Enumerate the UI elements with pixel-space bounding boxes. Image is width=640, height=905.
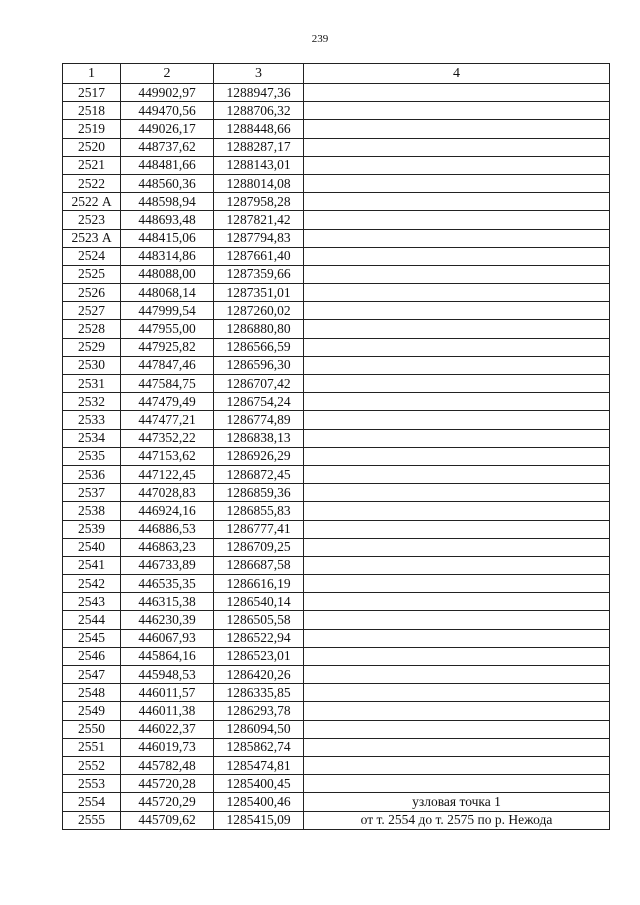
column-header-1: 1 (63, 64, 121, 84)
point-number-cell: 2533 (63, 411, 121, 429)
point-number-cell: 2550 (63, 720, 121, 738)
table-row (63, 811, 610, 829)
table-row (63, 520, 610, 538)
point-number-cell: 2522 А (63, 193, 121, 211)
table-row (63, 356, 610, 374)
point-number-cell: 2554 (63, 793, 121, 811)
point-number-cell: 2537 (63, 484, 121, 502)
table-row (63, 575, 610, 593)
y-coordinate-cell: 1286335,85 (214, 684, 304, 702)
point-number-cell: 2534 (63, 429, 121, 447)
point-number-cell: 2540 (63, 538, 121, 556)
x-coordinate-cell: 446011,57 (121, 684, 214, 702)
point-number-cell: 2523 А (63, 229, 121, 247)
point-number-cell: 2547 (63, 666, 121, 684)
y-coordinate-cell: 1286616,19 (214, 575, 304, 593)
y-coordinate-cell: 1288706,32 (214, 102, 304, 120)
description-cell: от т. 2554 до т. 2575 по р. Нежода (304, 811, 610, 829)
x-coordinate-cell: 445864,16 (121, 647, 214, 665)
table-row (63, 411, 610, 429)
x-coordinate-cell: 447584,75 (121, 375, 214, 393)
y-coordinate-cell: 1288014,08 (214, 174, 304, 192)
description-cell (304, 193, 610, 211)
table-row (63, 120, 610, 138)
x-coordinate-cell: 447847,46 (121, 356, 214, 374)
x-coordinate-cell: 446011,38 (121, 702, 214, 720)
point-number-cell: 2524 (63, 247, 121, 265)
y-coordinate-cell: 1286774,89 (214, 411, 304, 429)
description-cell (304, 284, 610, 302)
x-coordinate-cell: 445782,48 (121, 756, 214, 774)
y-coordinate-cell: 1286880,80 (214, 320, 304, 338)
description-cell (304, 411, 610, 429)
y-coordinate-cell: 1288947,36 (214, 84, 304, 102)
table-row (63, 738, 610, 756)
x-coordinate-cell: 447477,21 (121, 411, 214, 429)
table-row (63, 720, 610, 738)
y-coordinate-cell: 1287958,28 (214, 193, 304, 211)
y-coordinate-cell: 1286777,41 (214, 520, 304, 538)
description-cell (304, 120, 610, 138)
description-cell (304, 756, 610, 774)
description-cell (304, 393, 610, 411)
table-row (63, 775, 610, 793)
x-coordinate-cell: 447479,49 (121, 393, 214, 411)
y-coordinate-cell: 1286566,59 (214, 338, 304, 356)
y-coordinate-cell: 1285474,81 (214, 756, 304, 774)
description-cell (304, 338, 610, 356)
point-number-cell: 2526 (63, 284, 121, 302)
x-coordinate-cell: 447925,82 (121, 338, 214, 356)
y-coordinate-cell: 1286522,94 (214, 629, 304, 647)
description-cell (304, 138, 610, 156)
point-number-cell: 2520 (63, 138, 121, 156)
description-cell (304, 702, 610, 720)
description-cell (304, 775, 610, 793)
column-header-2: 2 (121, 64, 214, 84)
table-row (63, 611, 610, 629)
description-cell (304, 575, 610, 593)
x-coordinate-cell: 448088,00 (121, 265, 214, 283)
point-number-cell: 2541 (63, 556, 121, 574)
table-row (63, 247, 610, 265)
description-cell (304, 429, 610, 447)
table-row (63, 393, 610, 411)
point-number-cell: 2527 (63, 302, 121, 320)
table-row (63, 538, 610, 556)
point-number-cell: 2519 (63, 120, 121, 138)
y-coordinate-cell: 1286596,30 (214, 356, 304, 374)
point-number-cell: 2555 (63, 811, 121, 829)
description-cell (304, 84, 610, 102)
x-coordinate-cell: 447122,45 (121, 465, 214, 483)
description-cell (304, 538, 610, 556)
point-number-cell: 2530 (63, 356, 121, 374)
y-coordinate-cell: 1286540,14 (214, 593, 304, 611)
point-number-cell: 2522 (63, 174, 121, 192)
point-number-cell: 2552 (63, 756, 121, 774)
table-row (63, 284, 610, 302)
table-row (63, 429, 610, 447)
table-row (63, 756, 610, 774)
y-coordinate-cell: 1288143,01 (214, 156, 304, 174)
y-coordinate-cell: 1286505,58 (214, 611, 304, 629)
table-row (63, 447, 610, 465)
table-row (63, 84, 610, 102)
x-coordinate-cell: 447028,83 (121, 484, 214, 502)
header-row (63, 64, 610, 84)
point-number-cell: 2536 (63, 465, 121, 483)
description-cell (304, 102, 610, 120)
table-row (63, 193, 610, 211)
y-coordinate-cell: 1285415,09 (214, 811, 304, 829)
table-row (63, 793, 610, 811)
y-coordinate-cell: 1286859,36 (214, 484, 304, 502)
table-row (63, 138, 610, 156)
x-coordinate-cell: 446863,23 (121, 538, 214, 556)
x-coordinate-cell: 445948,53 (121, 666, 214, 684)
x-coordinate-cell: 446733,89 (121, 556, 214, 574)
point-number-cell: 2532 (63, 393, 121, 411)
column-header-4: 4 (304, 64, 610, 84)
description-cell (304, 502, 610, 520)
point-number-cell: 2523 (63, 211, 121, 229)
y-coordinate-cell: 1287821,42 (214, 211, 304, 229)
point-number-cell: 2553 (63, 775, 121, 793)
description-cell (304, 211, 610, 229)
y-coordinate-cell: 1287351,01 (214, 284, 304, 302)
table-row (63, 593, 610, 611)
y-coordinate-cell: 1286838,13 (214, 429, 304, 447)
point-number-cell: 2549 (63, 702, 121, 720)
x-coordinate-cell: 448481,66 (121, 156, 214, 174)
table-row (63, 647, 610, 665)
y-coordinate-cell: 1285400,46 (214, 793, 304, 811)
table-row (63, 375, 610, 393)
table-row (63, 174, 610, 192)
description-cell (304, 265, 610, 283)
x-coordinate-cell: 449026,17 (121, 120, 214, 138)
x-coordinate-cell: 445720,29 (121, 793, 214, 811)
point-number-cell: 2551 (63, 738, 121, 756)
description-cell (304, 229, 610, 247)
y-coordinate-cell: 1287260,02 (214, 302, 304, 320)
page-number: 239 (311, 33, 329, 45)
table-row (63, 156, 610, 174)
table-row (63, 484, 610, 502)
y-coordinate-cell: 1286293,78 (214, 702, 304, 720)
y-coordinate-cell: 1288287,17 (214, 138, 304, 156)
y-coordinate-cell: 1286855,83 (214, 502, 304, 520)
point-number-cell: 2542 (63, 575, 121, 593)
table-row (63, 629, 610, 647)
description-cell (304, 356, 610, 374)
y-coordinate-cell: 1286707,42 (214, 375, 304, 393)
x-coordinate-cell: 445709,62 (121, 811, 214, 829)
x-coordinate-cell: 446315,38 (121, 593, 214, 611)
point-number-cell: 2517 (63, 84, 121, 102)
y-coordinate-cell: 1285400,45 (214, 775, 304, 793)
point-number-cell: 2538 (63, 502, 121, 520)
table-row (63, 211, 610, 229)
description-cell (304, 320, 610, 338)
table-header (63, 64, 610, 84)
x-coordinate-cell: 448415,06 (121, 229, 214, 247)
point-number-cell: 2546 (63, 647, 121, 665)
y-coordinate-cell: 1286094,50 (214, 720, 304, 738)
column-header-3: 3 (214, 64, 304, 84)
y-coordinate-cell: 1287794,83 (214, 229, 304, 247)
description-cell (304, 611, 610, 629)
description-cell (304, 156, 610, 174)
table-row (63, 102, 610, 120)
x-coordinate-cell: 449902,97 (121, 84, 214, 102)
y-coordinate-cell: 1286926,29 (214, 447, 304, 465)
description-cell (304, 738, 610, 756)
y-coordinate-cell: 1286872,45 (214, 465, 304, 483)
table-body (63, 84, 610, 830)
point-number-cell: 2543 (63, 593, 121, 611)
x-coordinate-cell: 446230,39 (121, 611, 214, 629)
x-coordinate-cell: 446535,35 (121, 575, 214, 593)
description-cell (304, 520, 610, 538)
description-cell (304, 593, 610, 611)
description-cell (304, 247, 610, 265)
table-row (63, 229, 610, 247)
x-coordinate-cell: 449470,56 (121, 102, 214, 120)
x-coordinate-cell: 447999,54 (121, 302, 214, 320)
table-row (63, 684, 610, 702)
description-cell (304, 666, 610, 684)
y-coordinate-cell: 1286754,24 (214, 393, 304, 411)
x-coordinate-cell: 446022,37 (121, 720, 214, 738)
x-coordinate-cell: 448560,36 (121, 174, 214, 192)
description-cell (304, 556, 610, 574)
table-row (63, 702, 610, 720)
description-cell (304, 720, 610, 738)
table-row (63, 465, 610, 483)
point-number-cell: 2548 (63, 684, 121, 702)
y-coordinate-cell: 1286709,25 (214, 538, 304, 556)
y-coordinate-cell: 1285862,74 (214, 738, 304, 756)
description-cell (304, 375, 610, 393)
x-coordinate-cell: 447153,62 (121, 447, 214, 465)
point-number-cell: 2535 (63, 447, 121, 465)
table-row (63, 666, 610, 684)
description-cell (304, 302, 610, 320)
table-row (63, 320, 610, 338)
x-coordinate-cell: 448068,14 (121, 284, 214, 302)
y-coordinate-cell: 1288448,66 (214, 120, 304, 138)
point-number-cell: 2521 (63, 156, 121, 174)
x-coordinate-cell: 446019,73 (121, 738, 214, 756)
x-coordinate-cell: 447955,00 (121, 320, 214, 338)
point-number-cell: 2518 (63, 102, 121, 120)
table-row (63, 556, 610, 574)
point-number-cell: 2544 (63, 611, 121, 629)
description-cell (304, 484, 610, 502)
y-coordinate-cell: 1286420,26 (214, 666, 304, 684)
description-cell (304, 174, 610, 192)
description-cell (304, 447, 610, 465)
y-coordinate-cell: 1287661,40 (214, 247, 304, 265)
x-coordinate-cell: 448314,86 (121, 247, 214, 265)
point-number-cell: 2531 (63, 375, 121, 393)
point-number-cell: 2529 (63, 338, 121, 356)
coordinates-table (62, 63, 610, 830)
y-coordinate-cell: 1286523,01 (214, 647, 304, 665)
table-row (63, 302, 610, 320)
y-coordinate-cell: 1286687,58 (214, 556, 304, 574)
description-cell (304, 684, 610, 702)
x-coordinate-cell: 446886,53 (121, 520, 214, 538)
x-coordinate-cell: 445720,28 (121, 775, 214, 793)
x-coordinate-cell: 448693,48 (121, 211, 214, 229)
point-number-cell: 2545 (63, 629, 121, 647)
x-coordinate-cell: 448737,62 (121, 138, 214, 156)
description-cell (304, 647, 610, 665)
description-cell: узловая точка 1 (304, 793, 610, 811)
point-number-cell: 2525 (63, 265, 121, 283)
x-coordinate-cell: 446924,16 (121, 502, 214, 520)
point-number-cell: 2539 (63, 520, 121, 538)
table-row (63, 502, 610, 520)
x-coordinate-cell: 447352,22 (121, 429, 214, 447)
y-coordinate-cell: 1287359,66 (214, 265, 304, 283)
table-row (63, 265, 610, 283)
point-number-cell: 2528 (63, 320, 121, 338)
table-row (63, 338, 610, 356)
description-cell (304, 465, 610, 483)
x-coordinate-cell: 446067,93 (121, 629, 214, 647)
description-cell (304, 629, 610, 647)
x-coordinate-cell: 448598,94 (121, 193, 214, 211)
